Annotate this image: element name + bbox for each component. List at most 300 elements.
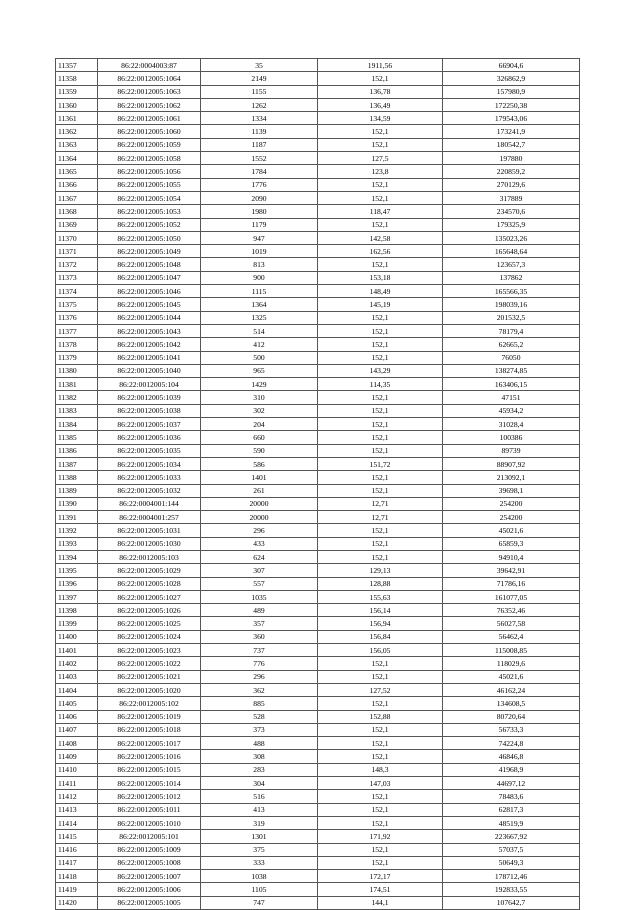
cadastral-number-cell: 86:22:0012005:1027 <box>98 590 201 603</box>
row-number-cell: 11396 <box>56 577 98 590</box>
row-number-cell: 11401 <box>56 644 98 657</box>
row-number-cell: 11372 <box>56 258 98 271</box>
specific-value-cell: 152,1 <box>318 737 443 750</box>
area-cell: 947 <box>201 231 318 244</box>
table-row <box>56 165 580 178</box>
area-cell: 307 <box>201 564 318 577</box>
cadastral-value-cell: 254200 <box>443 511 580 524</box>
area-cell: 747 <box>201 896 318 909</box>
row-number-cell: 11376 <box>56 311 98 324</box>
table-row <box>56 803 580 816</box>
cadastral-value-cell: 57037,5 <box>443 843 580 856</box>
cadastral-number-cell: 86:22:0012005:1050 <box>98 231 201 244</box>
row-number-cell: 11368 <box>56 205 98 218</box>
area-cell: 1552 <box>201 152 318 165</box>
cadastral-number-cell: 86:22:0012005:1025 <box>98 617 201 630</box>
specific-value-cell: 136,49 <box>318 98 443 111</box>
table-row <box>56 152 580 165</box>
specific-value-cell: 153,18 <box>318 271 443 284</box>
cadastral-value-cell: 180542,7 <box>443 138 580 151</box>
cadastral-value-cell: 71786,16 <box>443 577 580 590</box>
cadastral-number-cell: 86:22:0012005:103 <box>98 550 201 563</box>
cadastral-value-cell: 46162,24 <box>443 683 580 696</box>
area-cell: 885 <box>201 697 318 710</box>
cadastral-number-cell: 86:22:0012005:102 <box>98 697 201 710</box>
table-row <box>56 311 580 324</box>
cadastral-value-table <box>55 58 580 910</box>
cadastral-number-cell: 86:22:0012005:1012 <box>98 790 201 803</box>
area-cell: 373 <box>201 723 318 736</box>
table-row <box>56 112 580 125</box>
cadastral-value-cell: 41968,9 <box>443 763 580 776</box>
specific-value-cell: 152,1 <box>318 657 443 670</box>
table-row <box>56 737 580 750</box>
cadastral-number-cell: 86:22:0012005:1019 <box>98 710 201 723</box>
cadastral-value-cell: 172250,38 <box>443 98 580 111</box>
area-cell: 586 <box>201 457 318 470</box>
area-cell: 308 <box>201 750 318 763</box>
row-number-cell: 11409 <box>56 750 98 763</box>
area-cell: 304 <box>201 777 318 790</box>
area-cell: 1364 <box>201 298 318 311</box>
cadastral-number-cell: 86:22:0012005:1010 <box>98 816 201 829</box>
specific-value-cell: 152,1 <box>318 697 443 710</box>
row-number-cell: 11373 <box>56 271 98 284</box>
specific-value-cell: 152,1 <box>318 404 443 417</box>
specific-value-cell: 152,1 <box>318 311 443 324</box>
row-number-cell: 11367 <box>56 191 98 204</box>
specific-value-cell: 12,71 <box>318 497 443 510</box>
cadastral-value-cell: 56027,58 <box>443 617 580 630</box>
row-number-cell: 11405 <box>56 697 98 710</box>
cadastral-number-cell: 86:22:0012005:1020 <box>98 683 201 696</box>
cadastral-value-cell: 234570,6 <box>443 205 580 218</box>
row-number-cell: 11407 <box>56 723 98 736</box>
area-cell: 261 <box>201 484 318 497</box>
row-number-cell: 11363 <box>56 138 98 151</box>
row-number-cell: 11400 <box>56 630 98 643</box>
specific-value-cell: 145,19 <box>318 298 443 311</box>
table-row <box>56 790 580 803</box>
cadastral-value-cell: 45021,6 <box>443 524 580 537</box>
row-number-cell: 11380 <box>56 364 98 377</box>
specific-value-cell: 152,1 <box>318 351 443 364</box>
cadastral-value-cell: 179543,06 <box>443 112 580 125</box>
specific-value-cell: 152,1 <box>318 218 443 231</box>
row-number-cell: 11374 <box>56 285 98 298</box>
specific-value-cell: 152,1 <box>318 843 443 856</box>
cadastral-number-cell: 86:22:0012005:1029 <box>98 564 201 577</box>
table-row <box>56 816 580 829</box>
cadastral-number-cell: 86:22:0012005:1005 <box>98 896 201 909</box>
specific-value-cell: 152,1 <box>318 418 443 431</box>
specific-value-cell: 152,1 <box>318 803 443 816</box>
cadastral-number-cell: 86:22:0012005:1049 <box>98 245 201 258</box>
table-row <box>56 883 580 896</box>
row-number-cell: 11418 <box>56 870 98 883</box>
area-cell: 283 <box>201 763 318 776</box>
specific-value-cell: 147,03 <box>318 777 443 790</box>
area-cell: 1179 <box>201 218 318 231</box>
cadastral-number-cell: 86:22:0012005:1040 <box>98 364 201 377</box>
area-cell: 516 <box>201 790 318 803</box>
cadastral-value-cell: 44697,12 <box>443 777 580 790</box>
row-number-cell: 11420 <box>56 896 98 909</box>
area-cell: 528 <box>201 710 318 723</box>
specific-value-cell: 152,1 <box>318 550 443 563</box>
row-number-cell: 11404 <box>56 683 98 696</box>
cadastral-number-cell: 86:22:0012005:1011 <box>98 803 201 816</box>
cadastral-value-cell: 317889 <box>443 191 580 204</box>
area-cell: 35 <box>201 59 318 72</box>
area-cell: 900 <box>201 271 318 284</box>
row-number-cell: 11378 <box>56 338 98 351</box>
specific-value-cell: 152,1 <box>318 258 443 271</box>
row-number-cell: 11414 <box>56 816 98 829</box>
row-number-cell: 11397 <box>56 590 98 603</box>
row-number-cell: 11399 <box>56 617 98 630</box>
row-number-cell: 11391 <box>56 511 98 524</box>
cadastral-value-cell: 76050 <box>443 351 580 364</box>
area-cell: 2090 <box>201 191 318 204</box>
table-row <box>56 697 580 710</box>
specific-value-cell: 1911,56 <box>318 59 443 72</box>
area-cell: 1301 <box>201 830 318 843</box>
cadastral-value-cell: 178712,46 <box>443 870 580 883</box>
cadastral-value-cell: 137862 <box>443 271 580 284</box>
row-number-cell: 11394 <box>56 550 98 563</box>
specific-value-cell: 12,71 <box>318 511 443 524</box>
cadastral-value-cell: 107642,7 <box>443 896 580 909</box>
table-row <box>56 59 580 72</box>
row-number-cell: 11360 <box>56 98 98 111</box>
cadastral-number-cell: 86:22:0004001:144 <box>98 497 201 510</box>
cadastral-value-cell: 254200 <box>443 497 580 510</box>
row-number-cell: 11416 <box>56 843 98 856</box>
row-number-cell: 11358 <box>56 72 98 85</box>
cadastral-number-cell: 86:22:0012005:1046 <box>98 285 201 298</box>
cadastral-number-cell: 86:22:0012005:1045 <box>98 298 201 311</box>
specific-value-cell: 152,1 <box>318 444 443 457</box>
specific-value-cell: 136,78 <box>318 85 443 98</box>
specific-value-cell: 127,5 <box>318 152 443 165</box>
area-cell: 333 <box>201 856 318 869</box>
row-number-cell: 11357 <box>56 59 98 72</box>
table-row <box>56 218 580 231</box>
table-row <box>56 763 580 776</box>
area-cell: 412 <box>201 338 318 351</box>
area-cell: 590 <box>201 444 318 457</box>
row-number-cell: 11417 <box>56 856 98 869</box>
specific-value-cell: 156,05 <box>318 644 443 657</box>
row-number-cell: 11377 <box>56 324 98 337</box>
specific-value-cell: 151,72 <box>318 457 443 470</box>
table-row <box>56 670 580 683</box>
specific-value-cell: 152,1 <box>318 72 443 85</box>
area-cell: 1139 <box>201 125 318 138</box>
cadastral-value-cell: 123657,3 <box>443 258 580 271</box>
table-row <box>56 178 580 191</box>
cadastral-value-cell: 197880 <box>443 152 580 165</box>
cadastral-number-cell: 86:22:0012005:1034 <box>98 457 201 470</box>
cadastral-number-cell: 86:22:0012005:1024 <box>98 630 201 643</box>
row-number-cell: 11366 <box>56 178 98 191</box>
table-row <box>56 324 580 337</box>
table-row <box>56 537 580 550</box>
table-row <box>56 683 580 696</box>
cadastral-value-cell: 115008,85 <box>443 644 580 657</box>
area-cell: 624 <box>201 550 318 563</box>
cadastral-value-cell: 220859,2 <box>443 165 580 178</box>
table-row <box>56 564 580 577</box>
specific-value-cell: 152,1 <box>318 471 443 484</box>
area-cell: 302 <box>201 404 318 417</box>
cadastral-number-cell: 86:22:0012005:1052 <box>98 218 201 231</box>
row-number-cell: 11359 <box>56 85 98 98</box>
area-cell: 319 <box>201 816 318 829</box>
table-row <box>56 285 580 298</box>
table-row <box>56 125 580 138</box>
row-number-cell: 11389 <box>56 484 98 497</box>
row-number-cell: 11398 <box>56 604 98 617</box>
area-cell: 1980 <box>201 205 318 218</box>
specific-value-cell: 152,1 <box>318 537 443 550</box>
cadastral-value-cell: 223667,92 <box>443 830 580 843</box>
cadastral-value-cell: 48519,9 <box>443 816 580 829</box>
row-number-cell: 11365 <box>56 165 98 178</box>
cadastral-number-cell: 86:22:0012005:1022 <box>98 657 201 670</box>
cadastral-number-cell: 86:22:0012005:101 <box>98 830 201 843</box>
area-cell: 2149 <box>201 72 318 85</box>
table-row <box>56 497 580 510</box>
area-cell: 557 <box>201 577 318 590</box>
area-cell: 1105 <box>201 883 318 896</box>
cadastral-number-cell: 86:22:0004003:87 <box>98 59 201 72</box>
table-row <box>56 271 580 284</box>
row-number-cell: 11390 <box>56 497 98 510</box>
specific-value-cell: 134,59 <box>318 112 443 125</box>
cadastral-number-cell: 86:22:0012005:1015 <box>98 763 201 776</box>
row-number-cell: 11370 <box>56 231 98 244</box>
cadastral-value-cell: 76352,46 <box>443 604 580 617</box>
area-cell: 1187 <box>201 138 318 151</box>
cadastral-value-cell: 80720,64 <box>443 710 580 723</box>
row-number-cell: 11393 <box>56 537 98 550</box>
table-row <box>56 471 580 484</box>
specific-value-cell: 152,1 <box>318 524 443 537</box>
row-number-cell: 11387 <box>56 457 98 470</box>
area-cell: 1262 <box>201 98 318 111</box>
table-row <box>56 511 580 524</box>
area-cell: 1155 <box>201 85 318 98</box>
specific-value-cell: 152,1 <box>318 431 443 444</box>
cadastral-value-cell: 62665,2 <box>443 338 580 351</box>
area-cell: 488 <box>201 737 318 750</box>
cadastral-number-cell: 86:22:0012005:1064 <box>98 72 201 85</box>
cadastral-value-cell: 39698,1 <box>443 484 580 497</box>
cadastral-value-cell: 47151 <box>443 391 580 404</box>
cadastral-value-cell: 157980,9 <box>443 85 580 98</box>
area-cell: 413 <box>201 803 318 816</box>
specific-value-cell: 152,1 <box>318 191 443 204</box>
cadastral-value-cell: 134608,5 <box>443 697 580 710</box>
table-row <box>56 710 580 723</box>
specific-value-cell: 152,1 <box>318 750 443 763</box>
specific-value-cell: 129,13 <box>318 564 443 577</box>
table-row <box>56 617 580 630</box>
specific-value-cell: 152,1 <box>318 723 443 736</box>
area-cell: 737 <box>201 644 318 657</box>
cadastral-value-cell: 66904,6 <box>443 59 580 72</box>
table-body <box>56 59 580 910</box>
row-number-cell: 11388 <box>56 471 98 484</box>
cadastral-number-cell: 86:22:0012005:1048 <box>98 258 201 271</box>
cadastral-value-cell: 88907,92 <box>443 457 580 470</box>
cadastral-number-cell: 86:22:0012005:1041 <box>98 351 201 364</box>
row-number-cell: 11386 <box>56 444 98 457</box>
table-row <box>56 777 580 790</box>
cadastral-number-cell: 86:22:0012005:1028 <box>98 577 201 590</box>
cadastral-number-cell: 86:22:0012005:1035 <box>98 444 201 457</box>
row-number-cell: 11410 <box>56 763 98 776</box>
specific-value-cell: 114,35 <box>318 378 443 391</box>
row-number-cell: 11371 <box>56 245 98 258</box>
table-row <box>56 338 580 351</box>
area-cell: 500 <box>201 351 318 364</box>
row-number-cell: 11392 <box>56 524 98 537</box>
cadastral-number-cell: 86:22:0012005:1038 <box>98 404 201 417</box>
area-cell: 433 <box>201 537 318 550</box>
area-cell: 362 <box>201 683 318 696</box>
cadastral-value-cell: 138274,85 <box>443 364 580 377</box>
table-row <box>56 550 580 563</box>
specific-value-cell: 118,47 <box>318 205 443 218</box>
area-cell: 1429 <box>201 378 318 391</box>
specific-value-cell: 152,1 <box>318 484 443 497</box>
table-row <box>56 245 580 258</box>
specific-value-cell: 128,88 <box>318 577 443 590</box>
table-row <box>56 856 580 869</box>
specific-value-cell: 152,1 <box>318 338 443 351</box>
specific-value-cell: 152,1 <box>318 178 443 191</box>
area-cell: 375 <box>201 843 318 856</box>
cadastral-number-cell: 86:22:0012005:1058 <box>98 152 201 165</box>
cadastral-value-cell: 326862,9 <box>443 72 580 85</box>
area-cell: 1038 <box>201 870 318 883</box>
table-row <box>56 750 580 763</box>
row-number-cell: 11385 <box>56 431 98 444</box>
row-number-cell: 11415 <box>56 830 98 843</box>
cadastral-value-cell: 89739 <box>443 444 580 457</box>
table-row <box>56 830 580 843</box>
specific-value-cell: 156,84 <box>318 630 443 643</box>
cadastral-value-cell: 198039,16 <box>443 298 580 311</box>
area-cell: 514 <box>201 324 318 337</box>
specific-value-cell: 123,8 <box>318 165 443 178</box>
row-number-cell: 11408 <box>56 737 98 750</box>
cadastral-value-cell: 179325,9 <box>443 218 580 231</box>
area-cell: 310 <box>201 391 318 404</box>
area-cell: 1776 <box>201 178 318 191</box>
cadastral-value-cell: 173241,9 <box>443 125 580 138</box>
area-cell: 965 <box>201 364 318 377</box>
table-row <box>56 258 580 271</box>
area-cell: 1401 <box>201 471 318 484</box>
row-number-cell: 11395 <box>56 564 98 577</box>
cadastral-number-cell: 86:22:0012005:1047 <box>98 271 201 284</box>
table-row <box>56 378 580 391</box>
row-number-cell: 11402 <box>56 657 98 670</box>
row-number-cell: 11419 <box>56 883 98 896</box>
table-row <box>56 85 580 98</box>
cadastral-value-cell: 50649,3 <box>443 856 580 869</box>
row-number-cell: 11369 <box>56 218 98 231</box>
table-row <box>56 896 580 909</box>
cadastral-number-cell: 86:22:0012005:1031 <box>98 524 201 537</box>
cadastral-number-cell: 86:22:0012005:1054 <box>98 191 201 204</box>
specific-value-cell: 152,1 <box>318 790 443 803</box>
area-cell: 360 <box>201 630 318 643</box>
table-row <box>56 444 580 457</box>
cadastral-value-cell: 94910,4 <box>443 550 580 563</box>
specific-value-cell: 152,1 <box>318 324 443 337</box>
table-row <box>56 577 580 590</box>
table-row <box>56 391 580 404</box>
table-row <box>56 72 580 85</box>
specific-value-cell: 148,3 <box>318 763 443 776</box>
specific-value-cell: 148,49 <box>318 285 443 298</box>
area-cell: 357 <box>201 617 318 630</box>
cadastral-number-cell: 86:22:0012005:1017 <box>98 737 201 750</box>
cadastral-number-cell: 86:22:0012005:1014 <box>98 777 201 790</box>
cadastral-value-cell: 100386 <box>443 431 580 444</box>
row-number-cell: 11381 <box>56 378 98 391</box>
row-number-cell: 11375 <box>56 298 98 311</box>
cadastral-number-cell: 86:22:0004001:257 <box>98 511 201 524</box>
row-number-cell: 11362 <box>56 125 98 138</box>
area-cell: 20000 <box>201 511 318 524</box>
cadastral-number-cell: 86:22:0012005:1062 <box>98 98 201 111</box>
cadastral-value-cell: 45934,2 <box>443 404 580 417</box>
cadastral-number-cell: 86:22:0012005:1060 <box>98 125 201 138</box>
cadastral-value-cell: 135023,26 <box>443 231 580 244</box>
table-row <box>56 418 580 431</box>
specific-value-cell: 156,94 <box>318 617 443 630</box>
cadastral-number-cell: 86:22:0012005:1063 <box>98 85 201 98</box>
cadastral-number-cell: 86:22:0012005:1036 <box>98 431 201 444</box>
cadastral-value-cell: 78483,6 <box>443 790 580 803</box>
row-number-cell: 11382 <box>56 391 98 404</box>
area-cell: 296 <box>201 524 318 537</box>
specific-value-cell: 142,58 <box>318 231 443 244</box>
table-row <box>56 870 580 883</box>
area-cell: 813 <box>201 258 318 271</box>
cadastral-number-cell: 86:22:0012005:104 <box>98 378 201 391</box>
table-row <box>56 404 580 417</box>
specific-value-cell: 152,1 <box>318 670 443 683</box>
cadastral-value-cell: 165648,64 <box>443 245 580 258</box>
specific-value-cell: 152,1 <box>318 125 443 138</box>
specific-value-cell: 174,51 <box>318 883 443 896</box>
specific-value-cell: 171,92 <box>318 830 443 843</box>
row-number-cell: 11384 <box>56 418 98 431</box>
specific-value-cell: 152,1 <box>318 856 443 869</box>
area-cell: 660 <box>201 431 318 444</box>
table-row <box>56 630 580 643</box>
area-cell: 776 <box>201 657 318 670</box>
cadastral-number-cell: 86:22:0012005:1059 <box>98 138 201 151</box>
table-row <box>56 484 580 497</box>
